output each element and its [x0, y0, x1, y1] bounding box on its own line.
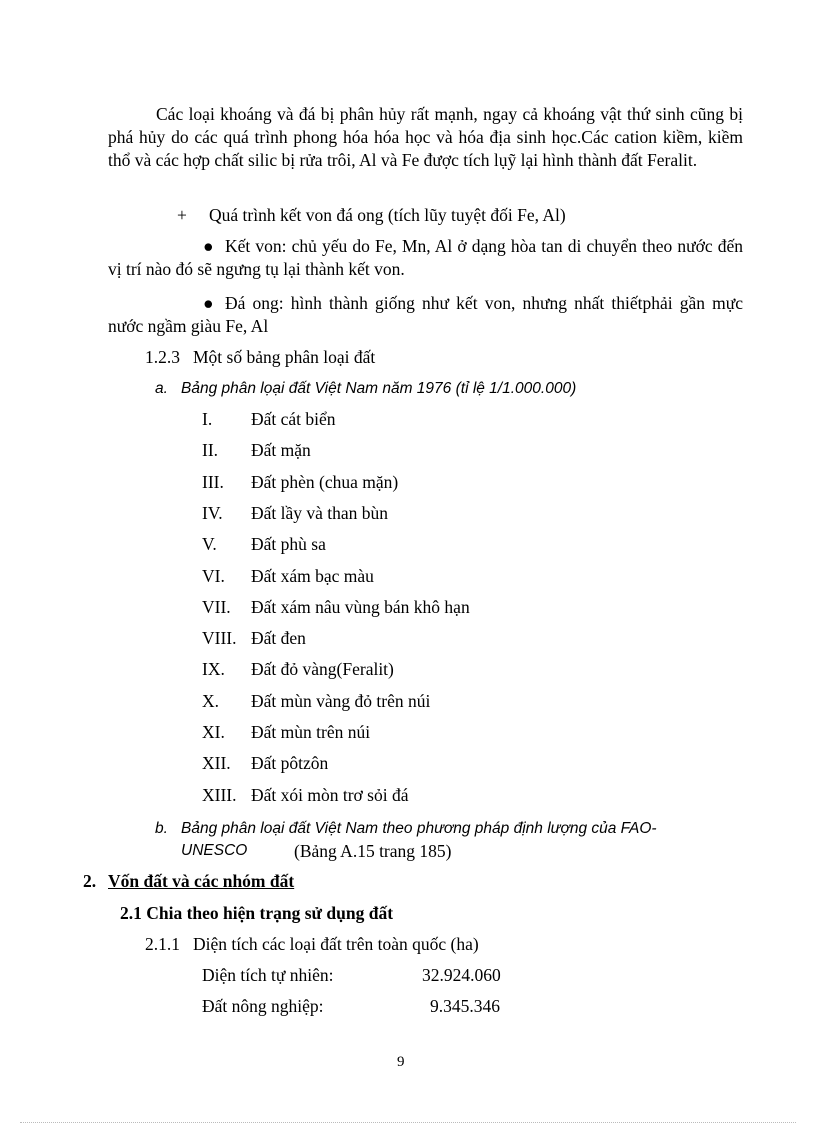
soil-class-name: Đất xám nâu vùng bán khô hạn: [251, 597, 470, 617]
soil-class-name: Đất pôtzôn: [251, 753, 329, 773]
roman-numeral: XI.: [202, 722, 225, 742]
section-title: Một số bảng phân loại đất: [193, 347, 376, 367]
bullet-paragraph-2: ● Đá ong: hình thành giống như kết von, nhưng nhất thiếtphải gần mực nước ngầm giàu Fe, Al: [108, 293, 743, 336]
list-item-b-line1: Bảng phân loại đất Việt Nam theo phương pháp định lượng của FAO-: [181, 820, 657, 837]
soil-class-name: Đất lầy và than bùn: [251, 503, 389, 523]
section-number: 1.2.3: [145, 347, 180, 367]
area-value: 32.924.060: [422, 965, 501, 985]
roman-numeral: VIII.: [202, 628, 237, 648]
soil-class-name: Đất mùn vàng đỏ trên núi: [251, 691, 431, 711]
subsection-title: Diện tích các loại đất trên toàn quốc (ha): [193, 934, 479, 954]
area-value: 9.345.346: [430, 996, 500, 1016]
soil-class-name: Đất phèn (chua mặn): [251, 472, 399, 492]
list-marker-a: a.: [155, 380, 168, 397]
roman-numeral: IV.: [202, 503, 223, 523]
soil-class-name: Đất xói mòn trơ sỏi đá: [251, 785, 409, 805]
roman-numeral: V.: [202, 534, 217, 554]
soil-class-name: Đất phù sa: [251, 534, 326, 554]
roman-numeral: XII.: [202, 753, 231, 773]
plus-marker: +: [177, 205, 187, 225]
roman-numeral: X.: [202, 691, 220, 711]
roman-numeral: VII.: [202, 597, 231, 617]
roman-numeral: III.: [202, 472, 224, 492]
list-marker-b: b.: [155, 820, 168, 837]
soil-class-name: Đất đen: [251, 628, 306, 648]
bullet-icon: ●: [203, 293, 214, 313]
soil-class-name: Đất cát biển: [251, 409, 336, 429]
roman-numeral: VI.: [202, 566, 225, 586]
soil-class-name: Đất đỏ vàng(Feralit): [251, 659, 394, 679]
plus-item-text: Quá trình kết von đá ong (tích lũy tuyệt đối Fe, Al): [209, 205, 566, 225]
soil-class-name: Đất mùn trên núi: [251, 722, 371, 742]
body-paragraph: Các loại khoáng và đá bị phân hủy rất mạnh, ngay cả khoáng vật thứ sinh cũng bị phá hủy do các quá trình phong hóa hóa học và hóa địa sinh học.Các cation kiềm, kiềm thổ và các hợp chất silic bị rửa trôi, Al và Fe được tích lụỹ lại hình thành đất Feralit.: [108, 104, 743, 170]
soil-class-name: Đất mặn: [251, 440, 311, 460]
soil-class-name: Đất xám bạc màu: [251, 566, 374, 586]
roman-numeral: II.: [202, 440, 219, 460]
list-item-a: Bảng phân lọại đất Việt Nam năm 1976 (tỉ lệ 1/1.000.000): [181, 380, 577, 397]
roman-numeral: IX.: [202, 659, 225, 679]
bullet-icon: ●: [203, 236, 214, 256]
area-label: Đất nông nghiệp:: [202, 996, 324, 1016]
subheading: 2.1 Chia theo hiện trạng sử dụng đất: [120, 903, 394, 923]
subsection-number: 2.1.1: [145, 934, 180, 954]
page-number: 9: [397, 1054, 405, 1070]
heading-title: Vốn đất và các nhóm đất: [108, 871, 295, 891]
table-reference: (Bảng A.15 trang 185): [294, 841, 452, 861]
bullet-paragraph-1: ● Kết von: chủ yếu do Fe, Mn, Al ở dạng hòa tan di chuyển theo nước đến vị trí nào đó sẽ ngưng tụ lại thành kết von.: [108, 236, 743, 279]
roman-numeral: I.: [202, 409, 213, 429]
roman-numeral: XIII.: [202, 785, 237, 805]
list-item-b-line2: UNESCO: [181, 842, 248, 859]
area-label: Diện tích tự nhiên:: [202, 965, 334, 985]
heading-number: 2.: [83, 871, 97, 891]
